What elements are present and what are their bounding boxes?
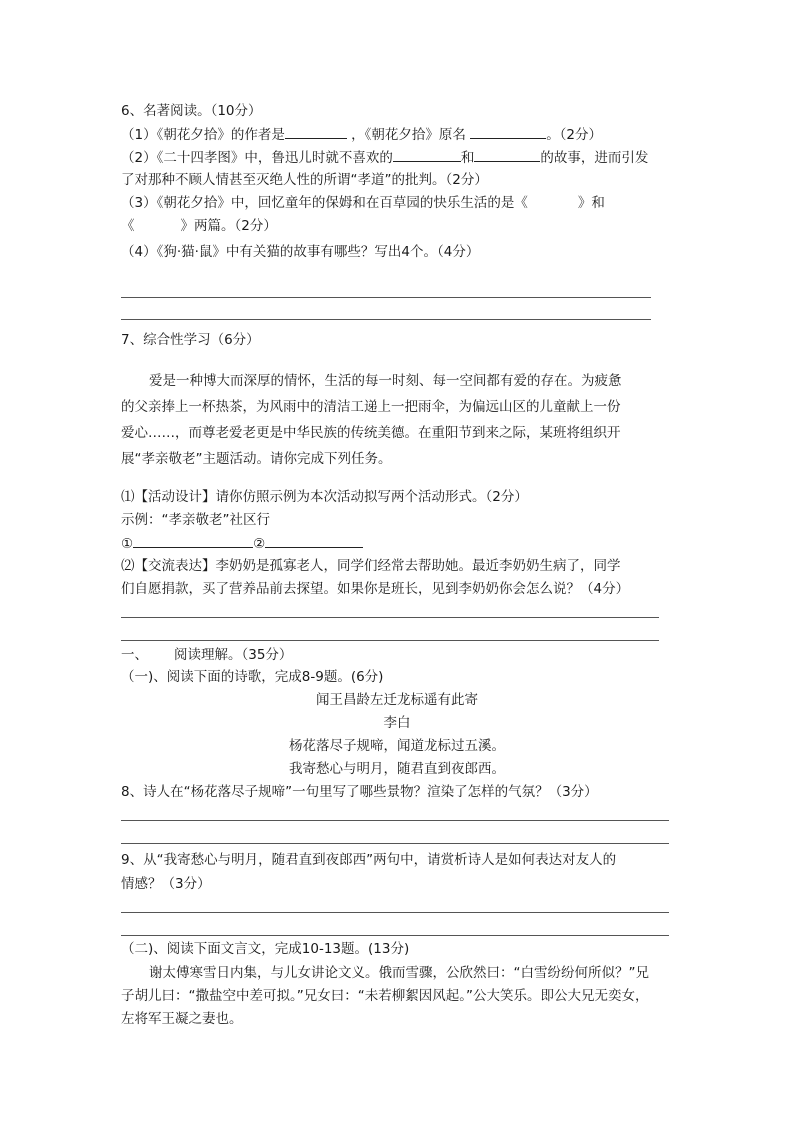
answer-line[interactable] bbox=[121, 319, 651, 320]
section-heading bbox=[121, 645, 292, 665]
q6-part2-text-a: （2）《二十四孝图》中，鲁迅儿时就不喜欢的 bbox=[121, 150, 393, 166]
blank-1-marker: ① bbox=[121, 536, 134, 552]
question-8: 8、诗人在“杨花落尽子规啼”一句里写了哪些景物？渲染了怎样的气氛？（3分） bbox=[121, 784, 598, 800]
q7-task2-line2: 们自愿捐款，买了营养品前去探望。如果你是班长，见到李奶奶你会怎么说？（4分） bbox=[121, 581, 630, 597]
answer-line[interactable] bbox=[121, 297, 651, 298]
q6-part3-line2-a: 《 bbox=[121, 218, 135, 234]
section-number: 一、 bbox=[121, 647, 148, 663]
answer-line[interactable] bbox=[121, 912, 669, 913]
q6-part3 bbox=[121, 193, 605, 213]
poem-line-2: 我寄愁心与明月，随君直到夜郎西。 bbox=[289, 761, 505, 777]
story-blank-1[interactable] bbox=[393, 147, 461, 162]
q7-task1: ⑴【活动设计】请你仿照示例为本次活动拟写两个活动形式。（2分） bbox=[121, 489, 528, 505]
q6-part3-text-a: （3）《朝花夕拾》中，回忆童年的保姆和在百草园的快乐生活的是《 bbox=[121, 195, 528, 211]
q6-part1 bbox=[121, 124, 602, 145]
answer-line[interactable] bbox=[121, 820, 669, 821]
q6-part3-line2-b: 》两篇。（2分） bbox=[180, 218, 277, 234]
part2-intro: （二)、阅读下面文言文，完成10-13题。(13分) bbox=[121, 941, 410, 957]
poem-title: 闻王昌龄左迁龙标遥有此寄 bbox=[316, 692, 478, 708]
q7-blanks bbox=[121, 533, 363, 554]
q6-part2-text-b: 和 bbox=[460, 150, 475, 166]
answer-line[interactable] bbox=[121, 935, 669, 936]
answer-line[interactable] bbox=[121, 617, 659, 618]
activity-blank-2[interactable] bbox=[265, 533, 363, 548]
part1-intro: （一)、阅读下面的诗歌，完成8-9题。(6分) bbox=[121, 669, 384, 685]
classical-text-line: 谢太傅寒雪日内集，与儿女讲论文义。俄而雪骤，公欣然曰：“白雪纷纷何所似？”兄 bbox=[149, 965, 649, 981]
q6-title: 6、名著阅读。（10分） bbox=[121, 103, 262, 119]
classical-text-line: 子胡儿曰：“撒盐空中差可拟。”兄女曰：“未若柳絮因风起。”公大笑乐。即公大兄无奕女， bbox=[121, 988, 649, 1004]
poem-line-1: 杨花落尽子规啼，闻道龙标过五溪。 bbox=[289, 738, 505, 754]
poem-author: 李白 bbox=[383, 715, 411, 731]
question-9-line2: 情感？（3分） bbox=[121, 876, 211, 892]
q6-part2 bbox=[121, 147, 648, 168]
answer-line[interactable] bbox=[121, 843, 669, 844]
q6-part1-text-a: （1）《朝花夕拾》的作者是 bbox=[121, 127, 285, 143]
classical-text-line: 左将军王凝之妻也。 bbox=[121, 1011, 243, 1027]
q7-paragraph-line: 爱心……，而尊老爱老更是中华民族的传统美德。在重阳节到来之际，某班将组织开 bbox=[121, 425, 621, 441]
story-blank-2[interactable] bbox=[474, 147, 540, 162]
original-name-blank[interactable] bbox=[470, 124, 546, 139]
blank-2-marker: ② bbox=[253, 536, 266, 552]
answer-line[interactable] bbox=[121, 640, 659, 641]
q7-task2-line1: ⑵【交流表达】李奶奶是孤寡老人，同学们经常去帮助她。最近李奶奶生病了，同学 bbox=[121, 558, 621, 574]
q6-part1-text-c: 。（2分） bbox=[546, 127, 603, 143]
author-blank[interactable] bbox=[285, 124, 347, 139]
q6-part2-line2: 了对那种不顾人情甚至灭绝人性的所谓“孝道”的批判。（2分） bbox=[121, 172, 488, 188]
q6-part3-line2 bbox=[121, 216, 277, 236]
q7-example: 示例：“孝亲敬老”社区行 bbox=[121, 512, 270, 528]
q7-title: 7、综合性学习（6分） bbox=[121, 332, 260, 348]
q6-part1-text-b: ，《朝花夕拾》原名 bbox=[351, 127, 466, 143]
q6-part4: （4）《狗·猫·鼠》中有关猫的故事有哪些？写出4个。（4分） bbox=[121, 244, 480, 260]
activity-blank-1[interactable] bbox=[133, 533, 253, 548]
section-title: 阅读理解。（35分） bbox=[174, 647, 293, 663]
question-9-line1: 9、从“我寄愁心与明月，随君直到夜郎西”两句中，请赏析诗人是如何表达对友人的 bbox=[121, 852, 617, 868]
q7-paragraph-line: 的父亲捧上一杯热茶，为风雨中的清洁工递上一把雨伞，为偏远山区的儿童献上一份 bbox=[121, 399, 621, 415]
q7-paragraph-line: 展“孝亲敬老”主题活动。请你完成下列任务。 bbox=[121, 451, 392, 467]
q7-paragraph-line: 爱是一种博大而深厚的情怀，生活的每一时刻、每一空间都有爱的存在。为疲惫 bbox=[149, 373, 622, 389]
q6-part2-text-c: 的故事，进而引发 bbox=[540, 150, 649, 166]
q6-part3-text-b: 》和 bbox=[577, 195, 605, 211]
